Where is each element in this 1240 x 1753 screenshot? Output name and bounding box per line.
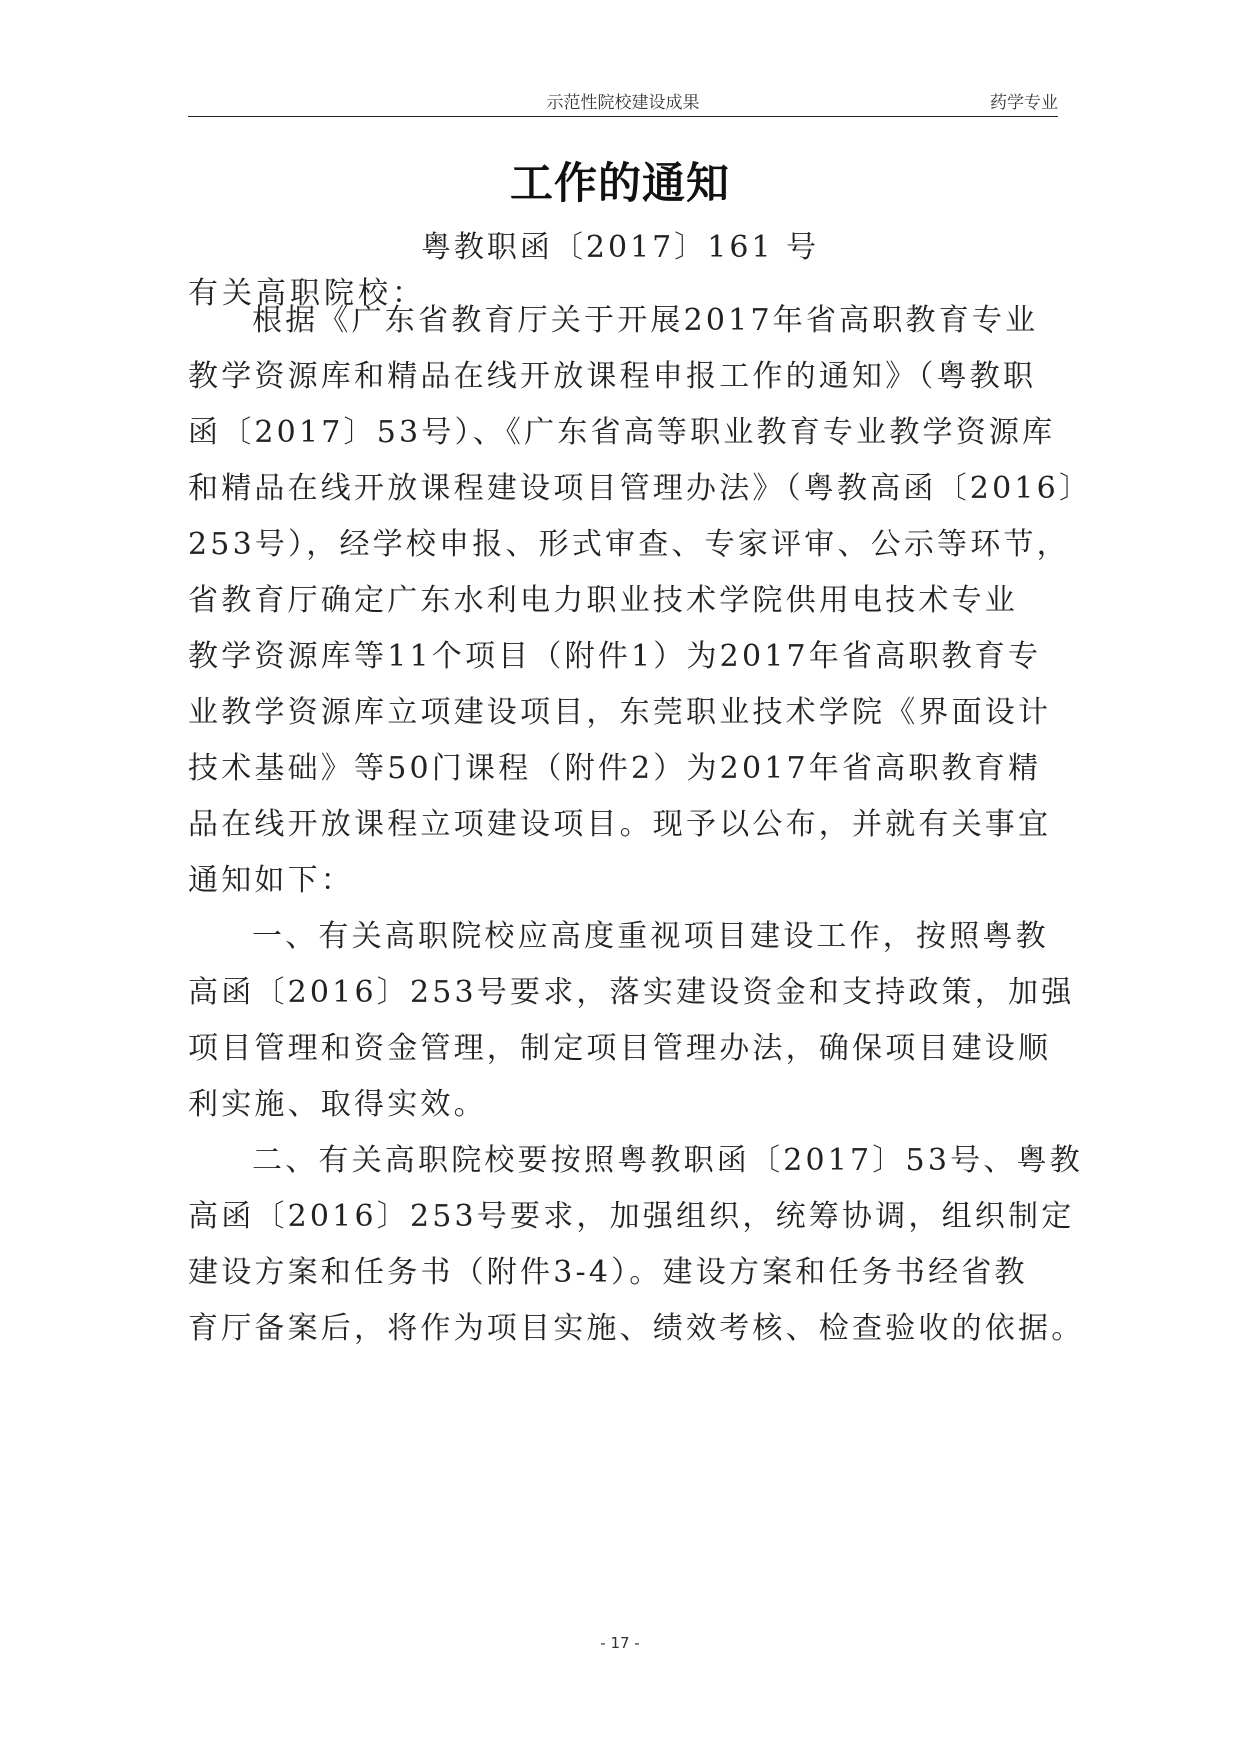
body-line: 高函〔2016〕253号要求，加强组织，统筹协调，组织制定 <box>188 1199 1075 1234</box>
body-line: 通知如下： <box>188 863 354 898</box>
body-line: 函〔2017〕53号）、《广东省高等职业教育专业教学资源库 <box>188 415 1056 450</box>
body-line: 教学资源库和精品在线开放课程申报工作的通知》（粤教职 <box>188 359 1037 394</box>
header-title: 示范性院校建设成果 <box>546 93 700 113</box>
body-line: 根据《广东省教育厅关于开展2017年省高职教育专业 <box>252 303 1039 338</box>
body-line: 教学资源库等11个项目（附件1）为2017年省高职教育专 <box>188 639 1042 674</box>
body-line: 省教育厅确定广东水利电力职业技术学院供用电技术专业 <box>188 583 1018 618</box>
body-line: 253号），经学校申报、形式审查、专家评审、公示等环节， <box>188 527 1070 562</box>
header-section: 药学专业 <box>990 93 1058 113</box>
body-line: 技术基础》等50门课程（附件2）为2017年省高职教育精 <box>188 751 1042 786</box>
body-line: 二、有关高职院校要按照粤教职函〔2017〕53号、粤教 <box>252 1143 1083 1178</box>
body-line: 高函〔2016〕253号要求，落实建设资金和支持政策，加强 <box>188 975 1075 1010</box>
body-line: 利实施、取得实效。 <box>188 1087 487 1122</box>
body-line: 育厅备案后，将作为项目实施、绩效考核、检查验收的依据。 <box>188 1311 1085 1346</box>
page-title: 工作的通知 <box>510 159 730 209</box>
body-line: 和精品在线开放课程建设项目管理办法》（粤教高函〔2016〕 <box>188 471 1093 506</box>
body-line: 项目管理和资金管理，制定项目管理办法，确保项目建设顺 <box>188 1031 1052 1066</box>
body-line: 品在线开放课程立项建设项目。现予以公布，并就有关事宜 <box>188 807 1052 842</box>
document-number: 粤教职函〔2017〕161 号 <box>420 230 820 265</box>
page-number: - 17 - <box>600 1634 640 1652</box>
body-line: 一、有关高职院校应高度重视项目建设工作，按照粤教 <box>252 919 1049 954</box>
salutation: 有关高职院校： <box>188 276 426 311</box>
body-line: 业教学资源库立项建设项目，东莞职业技术学院《界面设计 <box>188 695 1052 730</box>
body-line: 建设方案和任务书（附件3-4）。建设方案和任务书经省教 <box>188 1255 1028 1290</box>
page-header <box>188 86 1058 117</box>
